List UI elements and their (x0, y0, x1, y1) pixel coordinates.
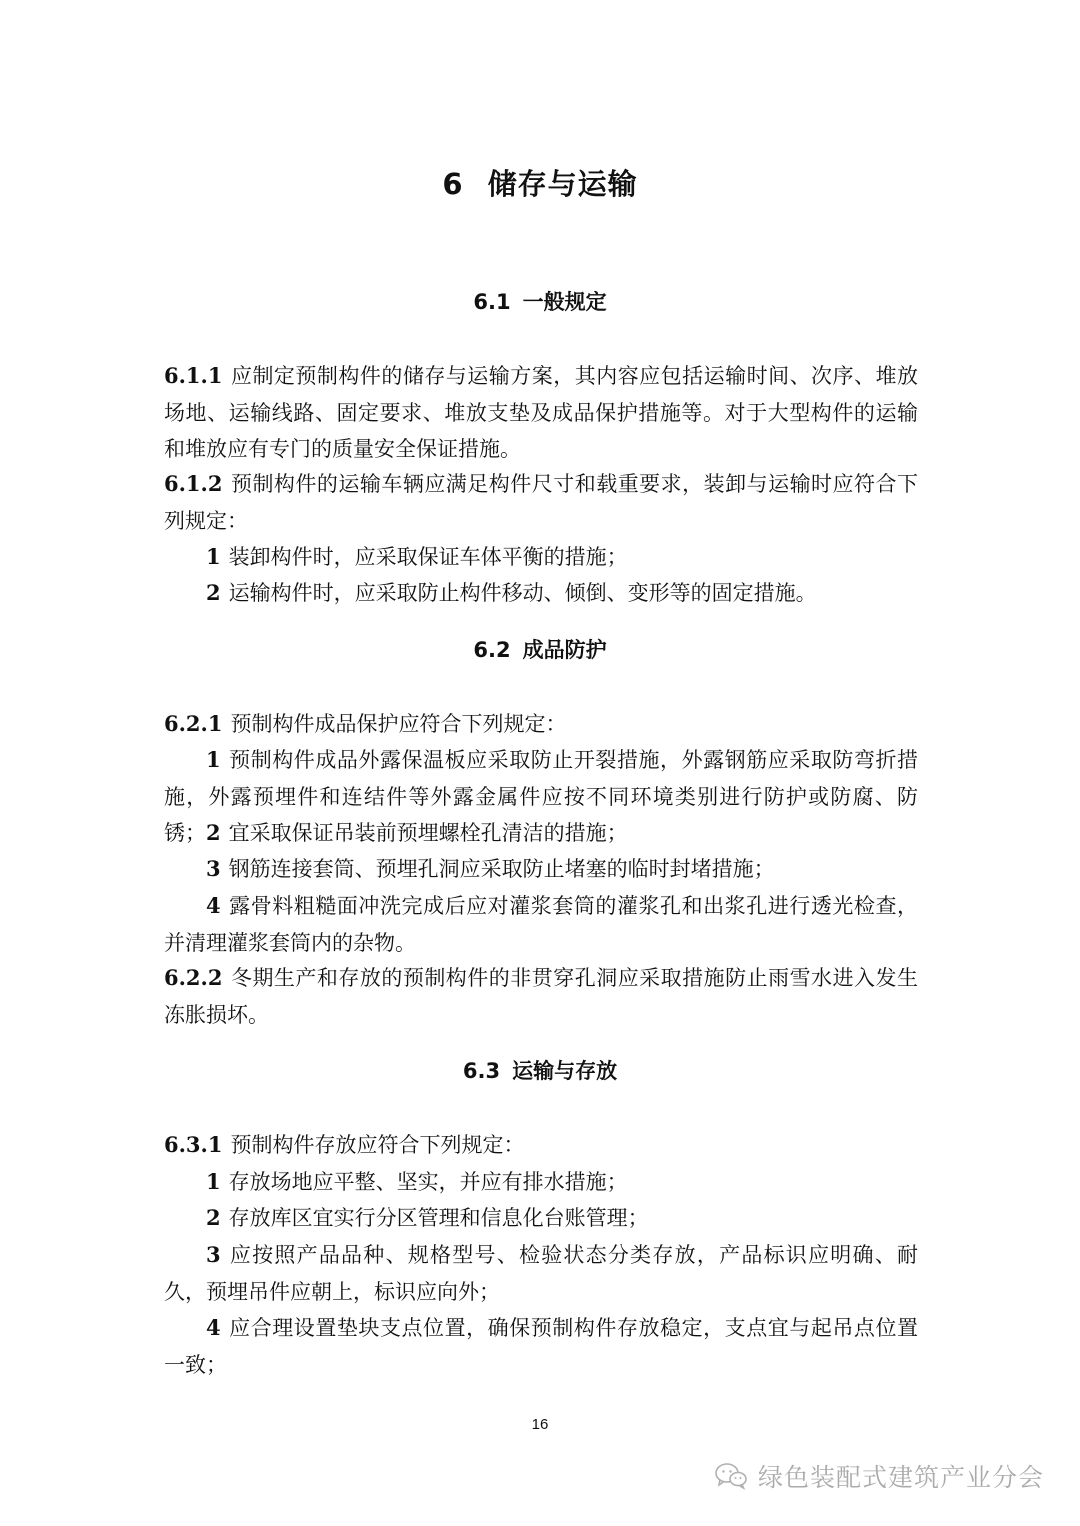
section-title-6-2: 6.2 成品防护 (473, 638, 607, 662)
watermark-text: 绿色装配式建筑产业分会 (757, 1463, 1044, 1492)
section-title-6-3: 6.3 运输与存放 (462, 1059, 618, 1083)
wechat-icon (714, 1462, 748, 1490)
clause-6-3-1: 6.3.1 预制构件存放应符合下列规定： (164, 1132, 525, 1157)
clause-6-2-1: 6.2.1 预制构件成品保护应符合下列规定： (164, 711, 567, 736)
chapter-title (0, 162, 1080, 203)
clause-6-1-2: 6.1.2 预制构件的运输车辆应满足构件尺寸和载重要求，装卸与运输时应符合下列规定： (164, 471, 918, 533)
list-item: 1 装卸构件时，应采取保证车体平衡的措施； (206, 544, 628, 569)
clause-6-2-2: 6.2.2 冬期生产和存放的预制构件的非贯穿孔洞应采取措施防止雨雪水进入发生冻胀损坏。 (164, 965, 918, 1027)
list-item: 2 运输构件时，应采取防止构件移动、倾倒、变形等的固定措施。 (206, 580, 817, 605)
list-item: 2 存放库区宜实行分区管理和信息化台账管理； (206, 1205, 649, 1230)
list-item: 2 宜采取保证吊装前预埋螺栓孔清洁的措施； (206, 820, 628, 845)
chapter-number: 6 (442, 167, 464, 201)
page-number: 16 (531, 1416, 549, 1433)
clause-6-1-1: 6.1.1 应制定预制构件的储存与运输方案，其内容应包括运输时间、次序、堆放场地、运输线路、固定要求、堆放支垫及成品保护措施等。对于大型构件的运输和堆放应有专门的质量安全保证措施。 (164, 363, 918, 461)
chapter-title-text: 储存与运输 (487, 167, 638, 201)
list-item: 3 钢筋连接套筒、预埋孔洞应采取防止堵塞的临时封堵措施； (206, 856, 775, 881)
watermark (714, 1458, 1044, 1494)
list-item: 1 预制构件成品外露保温板应采取防止开裂措施，外露钢筋应采取防弯折措施，外露预埋件和连结件等外露金属件应按不同环境类别进行防护或防腐、防锈； (164, 747, 918, 845)
section-title-6-1: 6.1 一般规定 (473, 290, 607, 314)
list-item: 4 露骨料粗糙面冲洗完成后应对灌浆套筒的灌浆孔和出浆孔进行透光检查，并清理灌浆套筒内的杂物。 (164, 893, 918, 955)
list-item: 4 应合理设置垫块支点位置，确保预制构件存放稳定，支点宜与起吊点位置一致； (164, 1315, 918, 1377)
list-item: 1 存放场地应平整、坚实，并应有排水措施； (206, 1169, 628, 1194)
list-item: 3 应按照产品品种、规格型号、检验状态分类存放，产品标识应明确、耐久，预埋吊件应朝上，标识应向外； (164, 1242, 918, 1304)
